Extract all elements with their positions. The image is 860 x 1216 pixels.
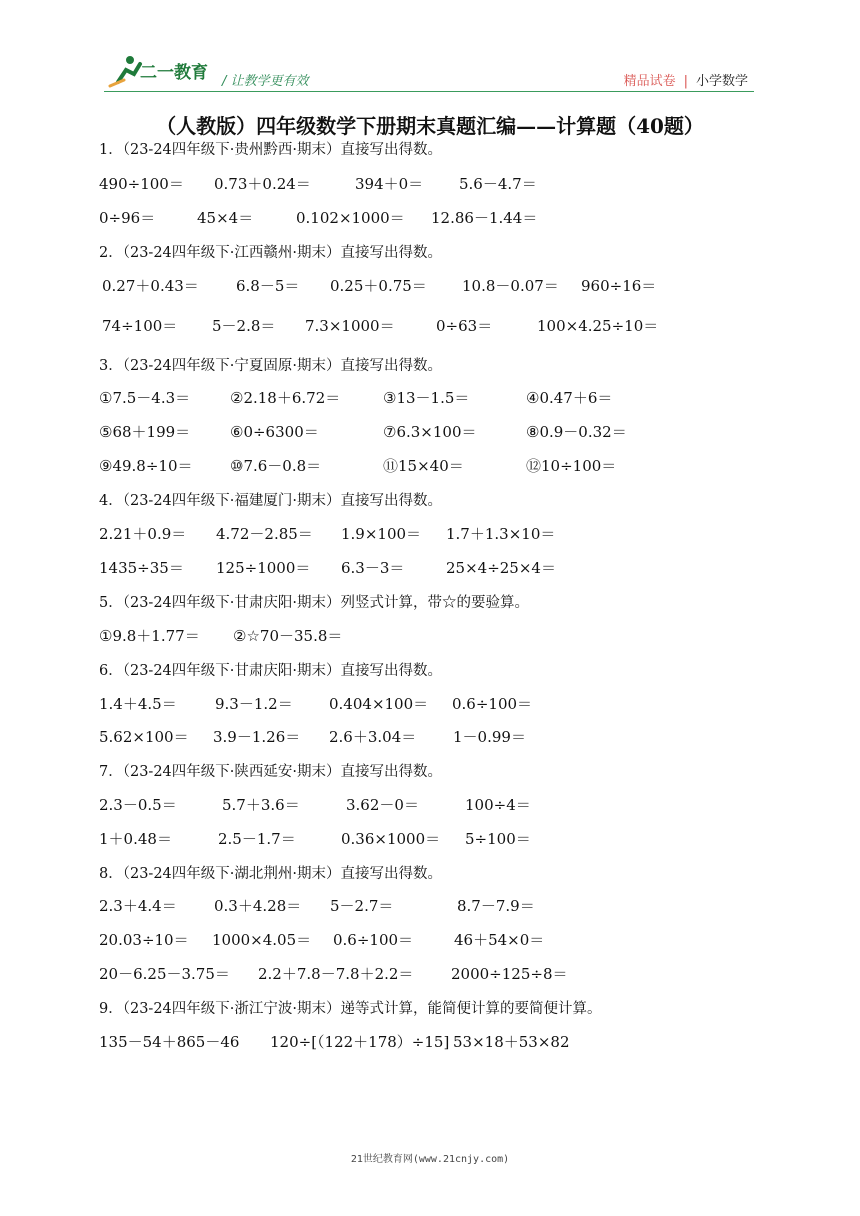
question-heading: 5．（23-24四年级下·甘肃庆阳·期末）列竖式计算，带☆的要验算。 — [99, 595, 529, 611]
question-heading: 3．（23-24四年级下·宁夏固原·期末）直接写出得数。 — [99, 358, 442, 374]
math-expression: 960÷16＝ — [581, 277, 657, 295]
math-expression: ②☆70－35.8＝ — [233, 627, 343, 645]
page-title: （人教版）四年级数学下册期末真题汇编——计算题（40题） — [156, 114, 704, 138]
math-expression: 2.6＋3.04＝ — [329, 728, 417, 746]
math-expression: 490÷100＝ — [99, 175, 184, 193]
math-expression: 45×4＝ — [197, 209, 254, 227]
math-expression: ③13－1.5＝ — [383, 389, 470, 407]
math-expression: 1000×4.05＝ — [212, 931, 312, 949]
footer: 21世纪教育网(www.21cnjy.com) — [350, 1154, 510, 1165]
math-expression: 5.7＋3.6＝ — [222, 796, 300, 814]
math-expression: 53×18＋53×82 — [453, 1033, 570, 1051]
math-expression: ⑪15×40＝ — [383, 457, 464, 475]
math-expression: 2.5－1.7＝ — [218, 830, 296, 848]
math-expression: 10.8－0.07＝ — [462, 277, 559, 295]
math-expression: 0.404×100＝ — [329, 695, 429, 713]
slogan: / 让教学更有效 — [222, 74, 309, 89]
math-expression: 394＋0＝ — [355, 175, 424, 193]
math-expression: 120÷[（122＋178）÷15] — [270, 1033, 450, 1051]
math-expression: 5.62×100＝ — [99, 728, 189, 746]
math-expression: 5.6－4.7＝ — [459, 175, 537, 193]
math-expression: ①9.8＋1.77＝ — [99, 627, 200, 645]
math-expression: 3.62－0＝ — [346, 796, 419, 814]
math-expression: 2.2＋7.8－7.8＋2.2＝ — [258, 965, 414, 983]
tag-subject: 小学数学 — [695, 74, 748, 89]
math-expression: 5－2.8＝ — [212, 317, 276, 335]
math-expression: 25×4÷25×4＝ — [446, 559, 556, 577]
math-expression: 1.9×100＝ — [341, 525, 422, 543]
math-expression: ①7.5－4.3＝ — [99, 389, 191, 407]
question-heading: 7．（23-24四年级下·陕西延安·期末）直接写出得数。 — [99, 764, 442, 780]
math-expression: 7.3×1000＝ — [305, 317, 395, 335]
question-heading: 8．（23-24四年级下·湖北荆州·期末）直接写出得数。 — [99, 866, 442, 882]
math-expression: 4.72－2.85＝ — [216, 525, 313, 543]
math-expression: 6.3－3＝ — [341, 559, 405, 577]
tag-separator: | — [683, 74, 688, 89]
math-expression: ⑦6.3×100＝ — [383, 423, 477, 441]
math-expression: 1.4＋4.5＝ — [99, 695, 177, 713]
question-heading: 9．（23-24四年级下·浙江宁波·期末）递等式计算，能简便计算的要简便计算。 — [99, 1001, 602, 1017]
header-divider — [104, 91, 754, 92]
question-heading: 1．（23-24四年级下·贵州黔西·期末）直接写出得数。 — [99, 142, 442, 158]
math-expression: 3.9－1.26＝ — [213, 728, 301, 746]
math-expression: 100×4.25÷10＝ — [537, 317, 659, 335]
question-heading: 6．（23-24四年级下·甘肃庆阳·期末）直接写出得数。 — [99, 663, 442, 679]
math-expression: 20.03÷10＝ — [99, 931, 189, 949]
math-expression: ⑫10÷100＝ — [526, 457, 617, 475]
page-header — [0, 0, 860, 100]
math-expression: 1－0.99＝ — [453, 728, 526, 746]
math-expression: 5－2.7＝ — [330, 897, 394, 915]
math-expression: ⑤68＋199＝ — [99, 423, 191, 441]
math-expression: 0.3＋4.28＝ — [214, 897, 302, 915]
math-expression: 0÷96＝ — [99, 209, 156, 227]
math-expression: 2.3＋4.4＝ — [99, 897, 177, 915]
math-expression: 0.6÷100＝ — [333, 931, 414, 949]
math-expression: 74÷100＝ — [102, 317, 178, 335]
math-expression: ⑧0.9－0.32＝ — [526, 423, 627, 441]
math-expression: 2000÷125÷8＝ — [451, 965, 568, 983]
math-expression: ⑥0÷6300＝ — [230, 423, 319, 441]
math-expression: 0.102×1000＝ — [296, 209, 405, 227]
math-expression: 46＋54×0＝ — [454, 931, 545, 949]
math-expression: ⑨49.8÷10＝ — [99, 457, 193, 475]
math-expression: ⑩7.6－0.8＝ — [230, 457, 322, 475]
math-expression: 6.8－5＝ — [236, 277, 300, 295]
math-expression: 135－54＋865－46 — [99, 1033, 240, 1051]
header-tags — [624, 70, 748, 89]
math-expression: ④0.47＋6＝ — [526, 389, 613, 407]
math-expression: 20－6.25－3.75＝ — [99, 965, 230, 983]
math-expression: 8.7－7.9＝ — [457, 897, 535, 915]
math-expression: 0.36×1000＝ — [341, 830, 441, 848]
math-expression: 1.7＋1.3×10＝ — [446, 525, 556, 543]
math-expression: 1＋0.48＝ — [99, 830, 172, 848]
math-expression: 1435÷35＝ — [99, 559, 184, 577]
question-heading: 2．（23-24四年级下·江西赣州·期末）直接写出得数。 — [99, 245, 442, 261]
math-expression: 0.27＋0.43＝ — [102, 277, 199, 295]
math-expression: ②2.18＋6.72＝ — [230, 389, 341, 407]
math-expression: 125÷1000＝ — [216, 559, 311, 577]
tag-premium: 精品试卷 — [623, 74, 676, 89]
math-expression: 0.6÷100＝ — [452, 695, 533, 713]
question-heading: 4．（23-24四年级下·福建厦门·期末）直接写出得数。 — [99, 493, 442, 509]
logo-text: 二一教育 — [140, 63, 208, 83]
math-expression: 5÷100＝ — [465, 830, 531, 848]
math-expression: 0.73＋0.24＝ — [214, 175, 311, 193]
math-expression: 9.3－1.2＝ — [215, 695, 293, 713]
math-expression: 0.25＋0.75＝ — [330, 277, 427, 295]
math-expression: 2.3－0.5＝ — [99, 796, 177, 814]
math-expression: 2.21＋0.9＝ — [99, 525, 187, 543]
math-expression: 12.86－1.44＝ — [431, 209, 538, 227]
math-expression: 100÷4＝ — [465, 796, 531, 814]
math-expression: 0÷63＝ — [436, 317, 493, 335]
